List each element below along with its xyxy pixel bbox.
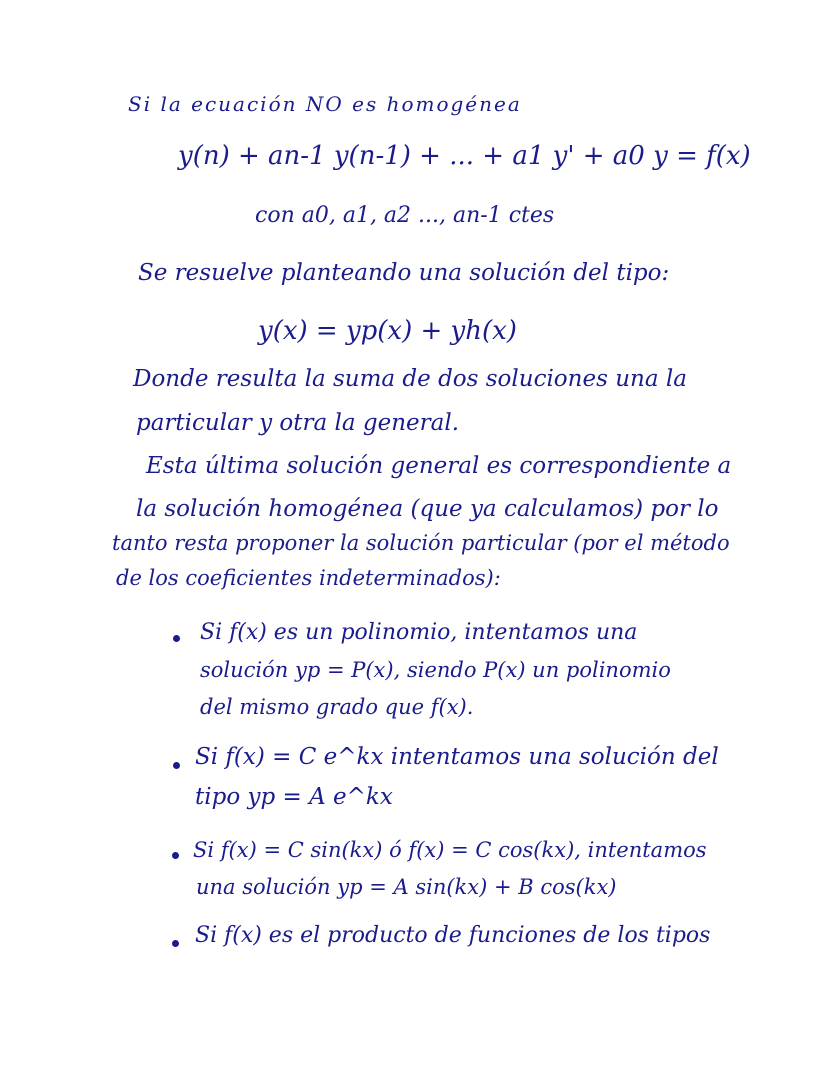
constants-line: con a0, a1, a2 ..., an-1 ctes (255, 203, 555, 228)
bullet-3-line-2: una solución yp = A sin(kx) + B cos(kx) (196, 875, 617, 899)
paragraph-2-line-4: de los coeficientes indeterminados): (116, 566, 501, 590)
paragraph-2-line-2: la solución homogénea (que ya calculamos) por lo (136, 496, 719, 522)
bullet-2-line-2: tipo yp = A e^kx (195, 784, 393, 810)
bullet-1-line-2: solución yp = P(x), siendo P(x) un polinomio (200, 658, 671, 682)
bullet-dot (172, 852, 179, 859)
solution-form: y(x) = yp(x) + yh(x) (258, 316, 517, 346)
bullet-1-line-1: Si f(x) es un polinomio, intentamos una (200, 620, 638, 645)
ode-equation: y(n) + an-1 y(n-1) + ... + a1 y' + a0 y = f(x) (178, 141, 751, 171)
paragraph-1-line-2: particular y otra la general. (136, 410, 460, 436)
note-title: Si la ecuación NO es homogénea (128, 92, 522, 116)
bullet-1-line-3: del mismo grado que f(x). (200, 695, 474, 719)
resolve-intro: Se resuelve planteando una solución del tipo: (138, 260, 670, 286)
paragraph-2-line-3: tanto resta proponer la solución particular (por el método (112, 531, 730, 555)
bullet-4-line-1: Si f(x) es el producto de funciones de los tipos (195, 923, 711, 948)
bullet-2-line-1: Si f(x) = C e^kx intentamos una solución del (195, 744, 719, 770)
bullet-3-line-1: Si f(x) = C sin(kx) ó f(x) = C cos(kx), intentamos (193, 838, 707, 862)
bullet-dot (173, 762, 180, 769)
bullet-dot (172, 940, 179, 947)
paragraph-2-line-1: Esta última solución general es correspondiente a (146, 453, 732, 479)
bullet-dot (173, 635, 180, 642)
paragraph-1-line-1: Donde resulta la suma de dos soluciones una la (133, 366, 687, 392)
